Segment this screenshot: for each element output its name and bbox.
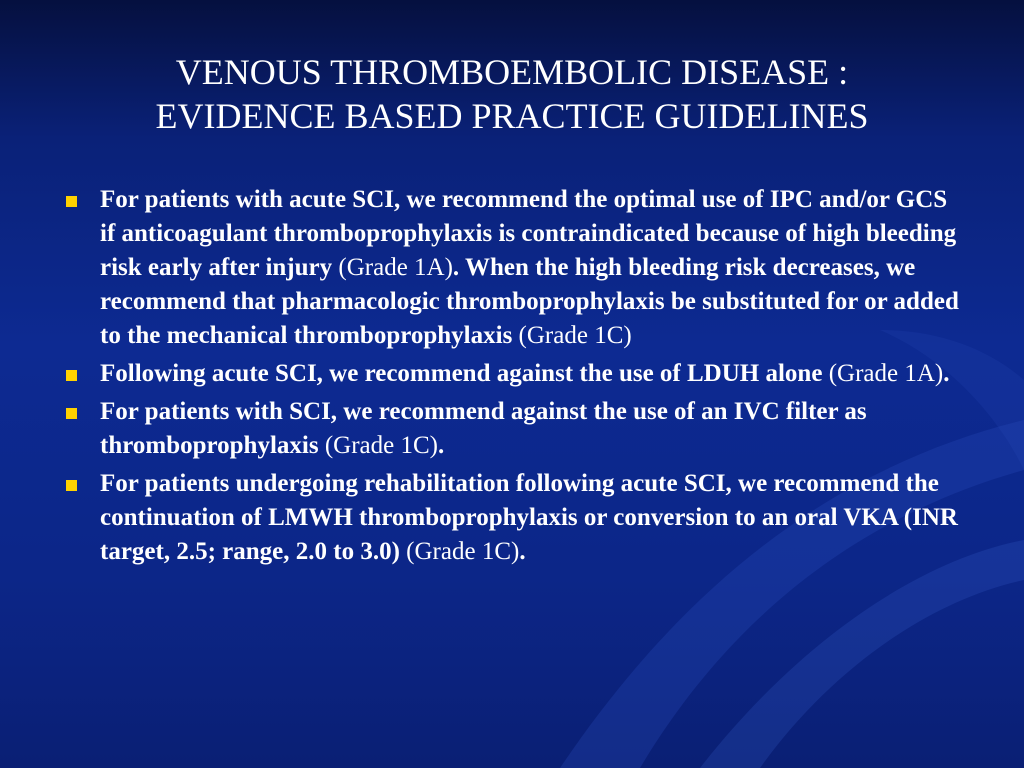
- slide-title: [40, 50, 984, 138]
- bullet-1-text-a: For patients with acute SCI, we recommend the optimal use of IPC and/or GCS if anticoagulant thromboprophylaxis is contraindicated because of high bleeding risk early after injury: [100, 186, 957, 281]
- bullet-3-text: For patients with SCI, we recommend against the use of an IVC filter as thromboprophylaxis: [100, 398, 867, 459]
- bullet-4-text: For patients undergoing rehabilitation following acute SCI, we recommend the continuation of LMWH thromboprophylaxis or conversion to an oral VKA (INR target, 2.5; range, 2.0 to 3.0): [100, 470, 958, 565]
- square-bullet-icon: [66, 408, 77, 419]
- bullet-item-1: [60, 183, 960, 353]
- bullet-item-2: [60, 357, 960, 391]
- bullet-1-grade-a: (Grade 1A): [338, 254, 453, 281]
- bullet-4-end: .: [519, 538, 526, 565]
- bullet-2-text: Following acute SCI, we recommend against the use of LDUH alone: [100, 360, 829, 387]
- slide-title-line-2: EVIDENCE BASED PRACTICE GUIDELINES: [155, 96, 869, 136]
- bullet-3-end: .: [438, 432, 445, 459]
- bullet-1-text-b: . When the high bleeding risk decreases, we recommend that pharmacologic thromboprophylaxis be substituted for or added to the mechanical thromboprophylaxis: [100, 254, 959, 349]
- bullet-item-4: [60, 467, 960, 569]
- bullet-item-3: [60, 395, 960, 463]
- bullet-2-grade: (Grade 1A): [828, 360, 944, 387]
- bullet-3-grade: (Grade 1C): [324, 432, 438, 459]
- slide-title-line-1: VENOUS THROMBOEMBOLIC DISEASE :: [175, 52, 849, 92]
- bullet-2-end: .: [943, 360, 950, 387]
- guideline-bullet-list: [60, 183, 960, 573]
- square-bullet-icon: [66, 370, 77, 381]
- square-bullet-icon: [66, 480, 77, 491]
- bullet-4-grade: (Grade 1C): [406, 538, 520, 565]
- bullet-1-grade-b: (Grade 1C): [518, 322, 632, 349]
- square-bullet-icon: [66, 196, 77, 207]
